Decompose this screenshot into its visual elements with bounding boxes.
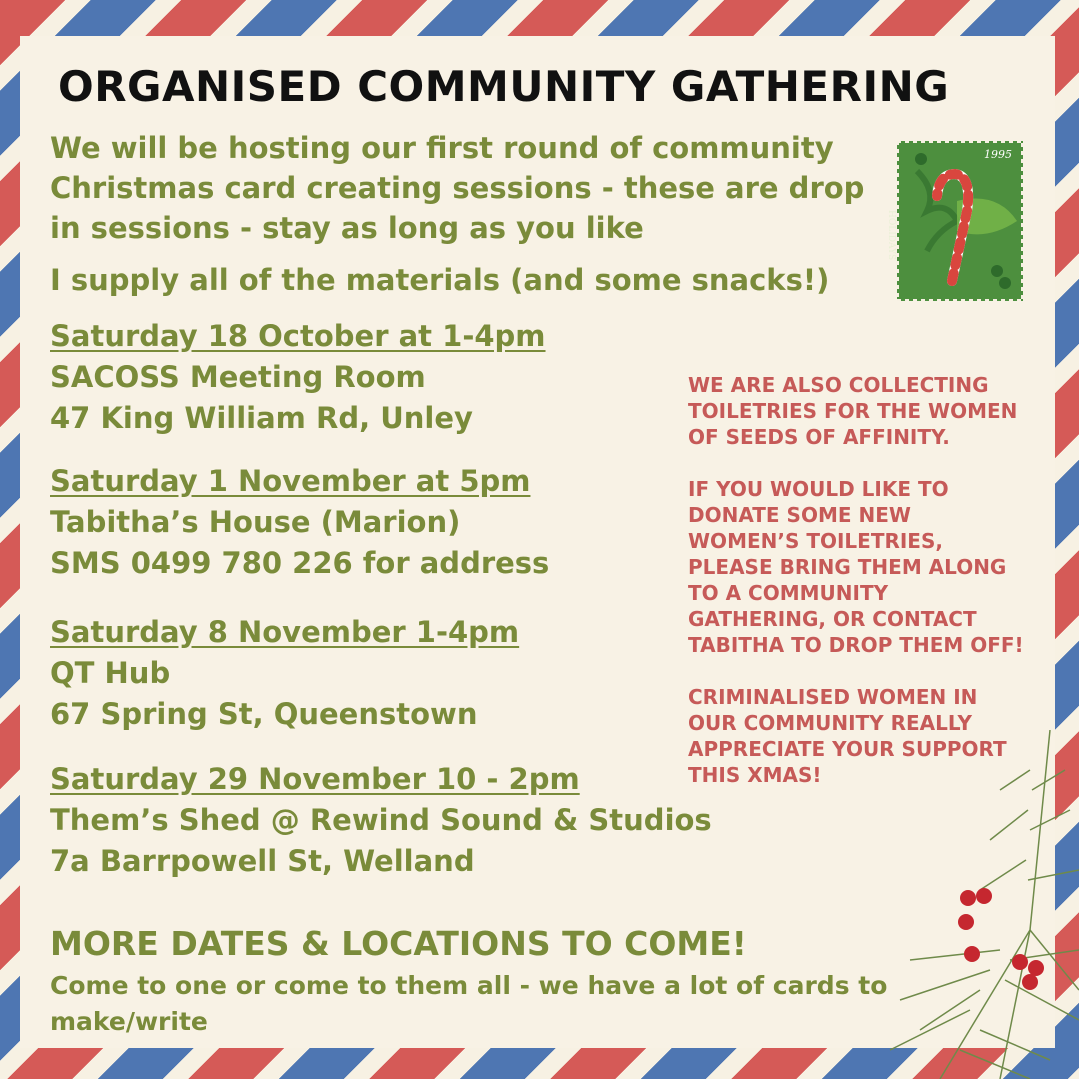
page-title: ORGANISED COMMUNITY GATHERING <box>58 62 950 111</box>
stamp-label: HOLIDAYS <box>886 210 896 261</box>
event-address: 7a Barrpowell St, Welland <box>50 844 475 878</box>
event-date: Saturday 18 October at 1-4pm <box>50 319 546 353</box>
event-3 <box>50 612 750 735</box>
event-venue: Tabitha’s House (Marion) <box>50 505 461 539</box>
notice-paragraph: WE ARE ALSO COLLECTING TOILETRIES FOR THE WOMEN OF SEEDS OF AFFINITY. <box>688 373 1018 449</box>
event-address: SMS 0499 780 226 for address <box>50 546 550 580</box>
event-venue: QT Hub <box>50 656 171 690</box>
event-address: 47 King William Rd, Unley <box>50 401 473 435</box>
event-date: Saturday 8 November 1-4pm <box>50 615 520 649</box>
event-venue: SACOSS Meeting Room <box>50 360 426 394</box>
event-4 <box>50 759 750 882</box>
notice-paragraph: IF YOU WOULD LIKE TO DONATE SOME NEW WOMEN’S TOILETRIES, PLEASE BRING THEM ALONG TO A COMMUNITY GATHERING, OR CONTACT TABITHA TO DROP THEM OFF! <box>688 477 1024 657</box>
event-date: Saturday 29 November 10 - 2pm <box>50 762 580 796</box>
more-dates-heading: MORE DATES & LOCATIONS TO COME! <box>50 924 747 963</box>
event-2 <box>50 461 750 584</box>
event-venue: Them’s Shed @ Rewind Sound & Studios <box>50 803 712 837</box>
candy-cane-stamp-icon <box>897 141 1023 301</box>
materials-text: I supply all of the materials (and some snacks!) <box>50 263 830 297</box>
event-date: Saturday 1 November at 5pm <box>50 464 531 498</box>
intro-text: We will be hosting our first round of community Christmas card creating sessions - these are drop in sessions - stay as long as you like <box>50 131 865 245</box>
event-address: 67 Spring St, Queenstown <box>50 697 478 731</box>
pine-branch-icon <box>880 730 1079 1079</box>
stamp-year: 1995 <box>984 148 1012 161</box>
event-1 <box>50 316 750 439</box>
closing-text: Come to one or come to them all - we have a lot of cards to make/write <box>50 971 888 1036</box>
notice-paragraph: CRIMINALISED WOMEN IN OUR COMMUNITY REALLY APPRECIATE YOUR SUPPORT THIS XMAS! <box>688 685 1007 787</box>
